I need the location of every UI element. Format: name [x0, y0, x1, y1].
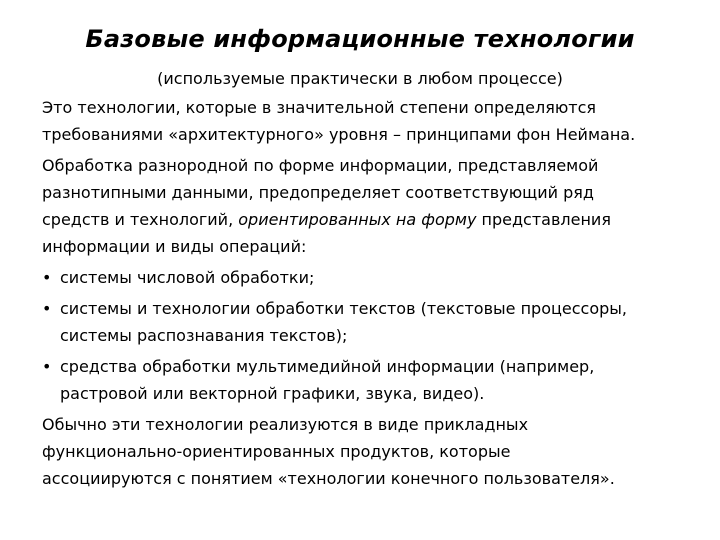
- paragraph-processing: [42, 152, 692, 260]
- text-run: представления: [476, 210, 611, 229]
- bullet-line: системы и технологии обработки текстов (текстовые процессоры,: [60, 299, 627, 318]
- bullet-line: растровой или векторной графики, звука, видео).: [60, 384, 485, 403]
- paragraph-line: [42, 206, 692, 233]
- slide-title: Базовые информационные технологии: [85, 25, 635, 53]
- emphasis-text: ориентированных на форму: [238, 210, 477, 229]
- bullet-line: средства обработки мультимедийной информации (например,: [60, 357, 595, 376]
- paragraph-line: ассоциируются с понятием «технологии конечного пользователя».: [42, 469, 615, 488]
- bullet-list: [42, 264, 692, 407]
- text-run: средств и технологий,: [42, 210, 239, 229]
- paragraph-line: Это технологии, которые в значительной степени определяются: [42, 98, 597, 117]
- paragraph-line: Обычно эти технологии реализуются в виде прикладных: [42, 415, 529, 434]
- bullet-line: системы числовой обработки;: [60, 268, 315, 287]
- paragraph-line: информации и виды операций:: [42, 237, 307, 256]
- bullet-icon: •: [42, 357, 52, 376]
- bullet-item: [42, 353, 692, 407]
- slide-body: [42, 94, 692, 496]
- paragraph-line: Обработка разнородной по форме информации, представляемой: [42, 156, 599, 175]
- paragraph-end-user: [42, 411, 692, 492]
- paragraph-line: функционально-ориентированных продуктов, которые: [42, 442, 511, 461]
- paragraph-line: разнотипными данными, предопределяет соответствующий ряд: [42, 183, 594, 202]
- slide-subtitle: (используемые практически в любом процессе): [157, 69, 563, 88]
- bullet-item: [42, 295, 692, 349]
- paragraph-definition: [42, 94, 692, 148]
- paragraph-line: требованиями «архитектурного» уровня – принципами фон Неймана.: [42, 125, 636, 144]
- bullet-icon: •: [42, 268, 52, 287]
- bullet-icon: •: [42, 299, 52, 318]
- bullet-line: системы распознавания текстов);: [60, 326, 348, 345]
- bullet-item: [42, 264, 692, 291]
